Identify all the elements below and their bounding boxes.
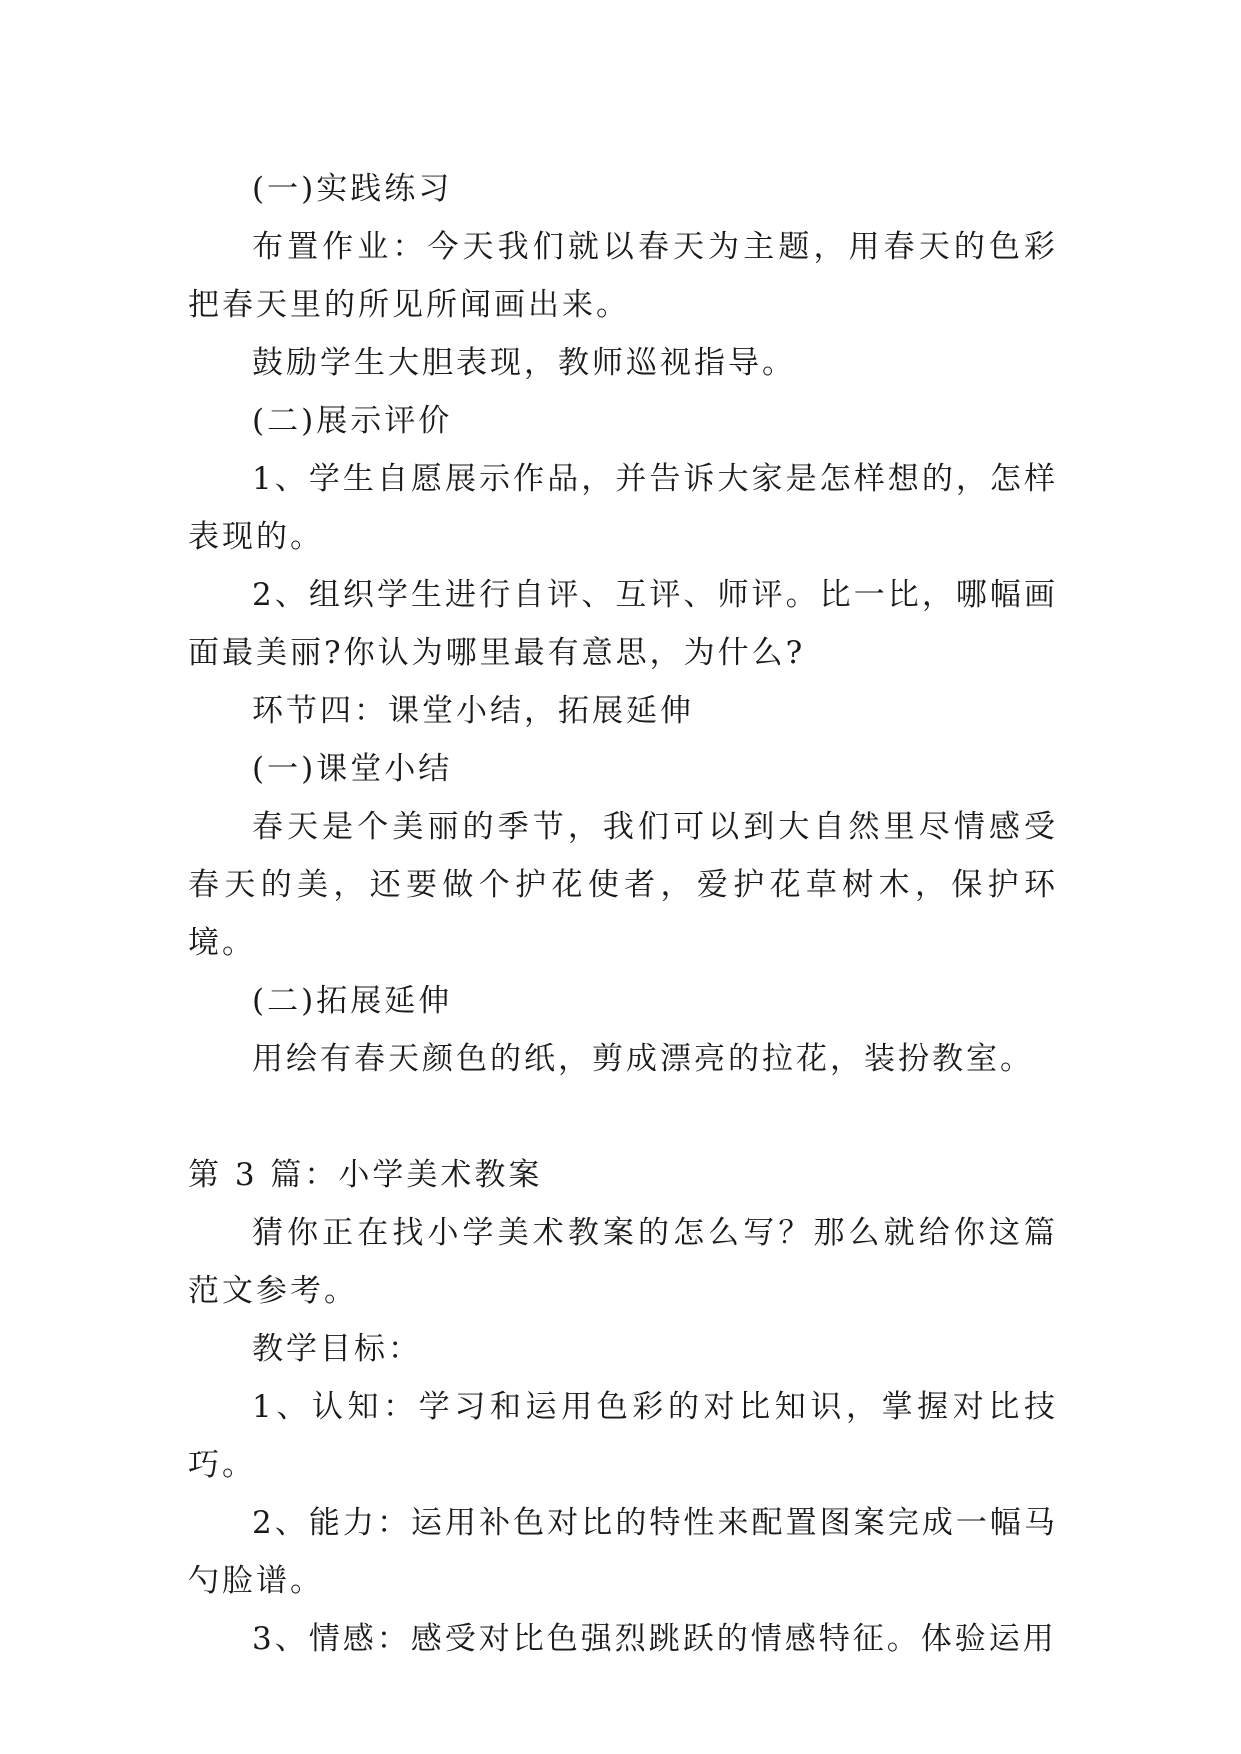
paragraph-objective-3: 3、情感：感受对比色强烈跳跃的情感特征。体验运用	[252, 1621, 1057, 1657]
paragraph-objectives-heading: 教学目标：	[252, 1331, 422, 1367]
paragraph-practice-heading: (一)实践练习	[252, 171, 453, 207]
paragraph-intro: 猜你正在找小学美术教案的怎么写？那么就给你这篇范文参考。	[188, 1215, 1058, 1309]
paragraph-evaluation-2: 2、组织学生进行自评、互评、师评。比一比，哪幅画面最美丽?你认为哪里最有意思，为什么?	[188, 577, 1058, 671]
paragraph-step-four: 环节四：课堂小结，拓展延伸	[252, 693, 694, 729]
paragraph-evaluation-heading: (二)展示评价	[252, 403, 453, 439]
paragraph-summary: 春天是个美丽的季节，我们可以到大自然里尽情感受春天的美，还要做个护花使者，爱护花草树木，保护环境。	[188, 809, 1058, 961]
paragraph-homework: 布置作业：今天我们就以春天为主题，用春天的色彩把春天里的所见所闻画出来。	[188, 229, 1058, 323]
paragraph-extension: 用绘有春天颜色的纸，剪成漂亮的拉花，装扮教室。	[252, 1041, 1034, 1077]
section-gap	[188, 1088, 1058, 1146]
paragraph-objective-1: 1、认知：学习和运用色彩的对比知识，掌握对比技巧。	[188, 1389, 1058, 1483]
paragraph-summary-heading: (一)课堂小结	[252, 751, 453, 787]
paragraph-extension-heading: (二)拓展延伸	[252, 983, 453, 1019]
document-body	[188, 160, 1058, 1668]
paragraph-evaluation-1: 1、学生自愿展示作品，并告诉大家是怎样想的，怎样表现的。	[188, 461, 1058, 555]
section-heading: 第 3 篇：小学美术教案	[188, 1157, 543, 1193]
paragraph-objective-2: 2、能力：运用补色对比的特性来配置图案完成一幅马勺脸谱。	[188, 1505, 1058, 1599]
paragraph-encourage: 鼓励学生大胆表现，教师巡视指导。	[252, 345, 796, 381]
